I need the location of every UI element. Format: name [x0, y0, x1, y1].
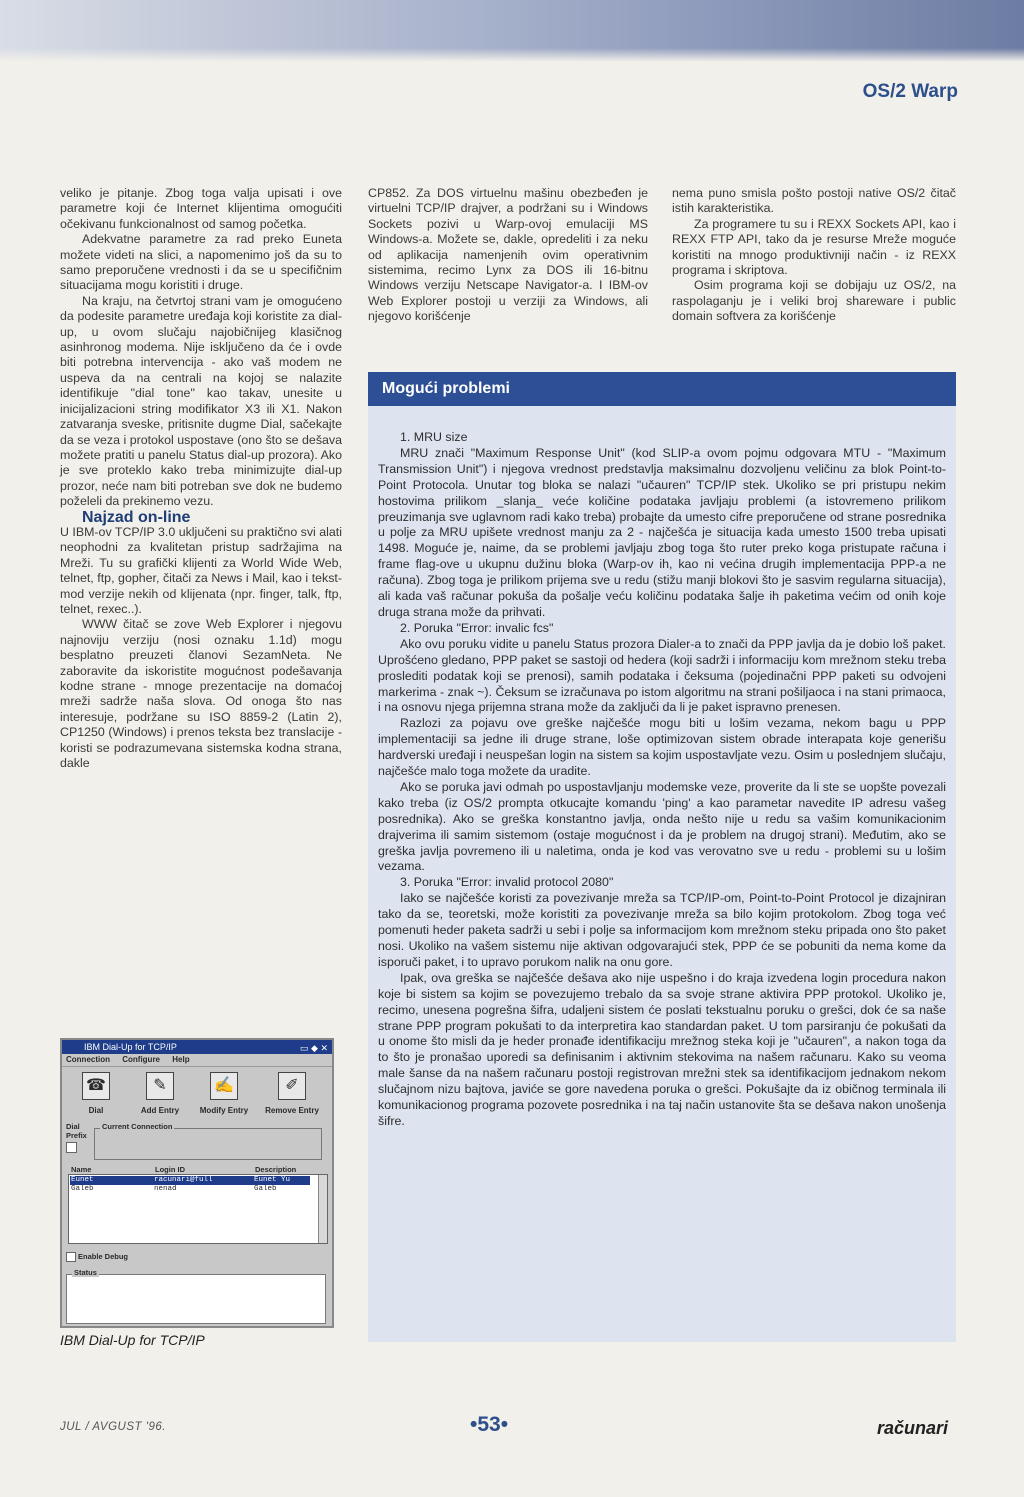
connection-list[interactable] — [68, 1165, 328, 1244]
list-item[interactable]: Eunet racunari@full Eunet Yu — [70, 1176, 310, 1185]
paragraph: veliko je pitanje. Zbog toga valja upisati i ove parametre koji će Internet klijentima omogućiti očekivanu funkcionalnost od samog početka. — [60, 186, 342, 231]
box-paragraph: Ipak, ova greška se najčešće dešava ako nije uspešno i do kraja izvedena login procedura nakon koje bi sistem sa kojim se povezujemo trebalo da sa svoje strane aktivira PPP protokol. Ukoliko je, recimo, unesena pogrešna šifra, udaljeni sistem će poslati tekstualnu poruku o grešci, dok će sa naše strane PPP program pokušati to da interpretira kao standardan paket. U tom parsiranju će pokušati da u onome što misli da je heder pronađe identifikaciju mrežnog steka koji je "učauren", a nakon toga da to što je pronašao uporedi sa definisanim i aktivnim stekovima na našem računaru. Kako su veoma male šanse da na našem računaru postoji registrovan mrežni stek sa identifikacijom jednakom nekom slučajnom nizu bajtova, javiće se gore navedena poruka o grešci. Pokušajte da iz običnog terminala ili komunikacionog programa pozovete posrednika i na taj način ustanovite šta se dešava nakon unošenja šifre. — [378, 970, 946, 1128]
status-panel — [66, 1274, 326, 1324]
paragraph: CP852. Za DOS virtuelnu mašinu obezbeđen je virtuelni TCP/IP drajver, a podržani su i Windows Sockets pozivi u Warp-ovoj emulaciji MS Windows-a. Možete se, dakle, opredeliti i za neku od aplikacija namenjenih ovim operativnim sistemima, recimo Lynx za DOS ili 16-bitnu Windows verziju Netscape Navigator-a. I IBM-ov Web Explorer postoji u verziji za Windows, ali njegovo korišćenje — [368, 186, 648, 324]
paragraph: Adekvatne parametre za rad preko Euneta možete videti na slici, a napomenimo još da su to samo preporučene vrednosti i da se u specifičnim situacijama mogu koristiti i druge. — [60, 232, 342, 293]
enable-debug-label: Enable Debug — [78, 1252, 129, 1261]
box-paragraph: Ako se poruka javi odmah po uspostavljanju modemske veze, proverite da li ste se uopšte povezali kako treba (iz OS/2 prompta otkucajte komandu 'ping' a kao parametar navedite IP adresu vašeg posrednika). Ako se greška konstantno javlja, onda nešto nije u redu sa vašim komunikacionim drajverima ili samim sistemom (ostaje mogućnost i da je problem na drugoj strani). Međutim, ako se greška javlja povremeno ili u naletima, onda je kod vas verovatno sve u redu - problemi su u lošim vezama. — [378, 779, 946, 874]
window-titlebar — [62, 1040, 332, 1054]
window-menubar — [62, 1054, 332, 1067]
paragraph: Osim programa koji se dobijaju uz OS/2, na raspolaganju je i veliki broj shareware i public domain softvera za korišćenje — [672, 278, 956, 324]
menu-configure[interactable]: Configure — [122, 1055, 161, 1064]
add-entry-button[interactable]: ✎ Add Entry — [130, 1070, 190, 1115]
current-connection-label: Current Connection — [102, 1122, 173, 1131]
window-controls-icon[interactable]: ▭ ◆ ✕ — [300, 1043, 328, 1053]
paragraph: U IBM-ov TCP/IP 3.0 uključeni su praktično svi alati neophodni za kvalitetan pristup sadržajima na Mreži. Tu su grafički klijenti za World Wide Web, telnet, ftp, gopher, čitači za News i Mail, kao i tekst-mod verzije nekih od klijenata (npr. finger, talk, ftp, telnet, rexec..). — [60, 524, 342, 616]
current-connection-group — [94, 1128, 322, 1160]
paragraph: WWW čitač se zove Web Explorer i njegovu najnoviju verziju (nosi oznaku 1.1d) mogu besplatno preuzeti članovi SezamNeta. Ne zaboravite da iskoristite mogućnost podešavanja kodne strane - mnoge prezentacije na domaćoj mreži sadrže naša slova. Od onoga što nas interesuje, podržane su ISO 8859-2 (Latin 2), CP1250 (Windows) i prenos teksta bez translacije - koristi se podrazumevana sistemska kodna strana, dakle — [60, 617, 342, 771]
modify-entry-button[interactable]: ✍ Modify Entry — [194, 1070, 254, 1115]
remove-entry-icon: ✐ — [278, 1072, 306, 1100]
column-3 — [672, 186, 956, 325]
column-2 — [368, 186, 648, 325]
menu-connection[interactable]: Connection — [66, 1055, 110, 1064]
col-description-header: Description — [255, 1165, 297, 1174]
window-title: IBM Dial-Up for TCP/IP — [84, 1042, 177, 1052]
column-1 — [60, 186, 342, 771]
menu-help[interactable]: Help — [172, 1055, 190, 1064]
top-decorative-band — [0, 0, 1024, 62]
status-label: Status — [74, 1268, 97, 1277]
dial-button[interactable]: ☎ Dial — [66, 1070, 126, 1115]
paragraph: Za programere tu su i REXX Sockets API, kao i REXX FTP API, tako da je resurse Mreže moguće koristiti na mnogo produktivniji način - iz REXX programa i skriptova. — [672, 216, 956, 278]
add-entry-icon: ✎ — [146, 1072, 174, 1100]
issue-date: JUL / AVGUST '96. — [60, 1421, 166, 1433]
magazine-logo: računari — [876, 1418, 948, 1438]
box-paragraph: Ako ovu poruku vidite u panelu Status prozora Dialer-a to znači da PPP javlja da je dobio loš paket. Uprošćeno gledano, PPP paket se sastoji od hedera (koji sadrži i informaciju kom mrežnom steku treba proslediti podatak koji se prenosi), samih podataka i čeksuma (pojedinačni PPP paketi su odvojeni markerima - znak ~). Čeksum se izračunava po istom algoritmu na strani pošiljaoca i na stani primaoca, i na osnovu njega prijemna strana može da zaključi da li je paket ispravno prenesen. — [378, 636, 946, 715]
col-login-header: Login ID — [155, 1165, 185, 1174]
box-title: Mogući problemi — [368, 372, 956, 406]
paragraph: Na kraju, na četvrtoj strani vam je omogućeno da podesite parametre uređaja koji koristite za dial-up, u ovom slučaju najobičnijeg klasičnog asinhronog modema. Nije isključeno da će i ovde biti potrebna intervencija - ako vaš modem ne uspeva da na centrali na kojoj se nalazite identifikuje "dial tone" kao takav, unesite u inicijalizacioni string modifikator X3 ili X1. Nakon zatvaranja sveske, pritisnite dugme Dial, sačekajte da se veza i protokol uspostave (ono što se dešava možete pratiti u panelu Status dial-up prozora). Ako je sve proteklo kako treba minimizujte dial-up prozor, neće nam biti potreban sve dok ne budemo poželeli da prekinemo vezu. — [60, 293, 342, 509]
modify-entry-icon: ✍ — [210, 1072, 238, 1100]
box-paragraph: 1. MRU size — [400, 430, 468, 444]
phone-icon: ☎ — [82, 1072, 110, 1100]
enable-debug-checkbox[interactable] — [66, 1252, 76, 1262]
remove-entry-button[interactable]: ✐ Remove Entry — [262, 1070, 322, 1115]
col-name-header: Name — [71, 1165, 92, 1174]
list-scrollbar[interactable] — [318, 1175, 327, 1243]
box-paragraph: 2. Poruka "Error: invalic fcs" — [400, 620, 554, 635]
paragraph: nema puno smisla pošto postoji native OS/2 čitač istih karakteristika. — [672, 186, 956, 216]
dial-prefix-label: Dial Prefix — [66, 1122, 87, 1140]
section-heading: Najzad on-line — [82, 508, 191, 526]
sidebar-box-problems — [368, 372, 956, 1342]
page-number: •53• — [470, 1413, 509, 1436]
list-item[interactable]: Galeb nenad Galeb — [71, 1185, 277, 1193]
box-body — [378, 430, 946, 1130]
box-paragraph: Razlozi za pojavu ove greške najčešće mogu biti u lošim vezama, nekom bagu u PPP implementaciji sa jedne ili druge strane, loše optimizovan sistem obrade interapata koje generišu hardverski uređaji i neuspešan login na sistem sa kojim uspostavljate vezu. Osim u poslednjem slučaju, najčešće malo toga možete da uradite. — [378, 716, 946, 779]
box-paragraph: MRU znači "Maximum Response Unit" (kod SLIP-a ovom pojmu odgovara MTU - "Maximum Transmission Unit") i njegova vrednost predstavlja maksimalnu dozvoljenu veličinu za blok Point-to-Point Protocola. Unutar tog bloka se nalazi "učauren" TCP/IP stek. Ukoliko se pri pristupu nekim hostovima prilikom _slanja_ veće količine podataka javljaju problemi (a istovremeno prilikom preuzimanja sve uglavnom radi kako treba) probajte da umesto cifre preporučene od strane posrednika u polje za MRU upišete vrednost manju za 2 - najčešća je situacija kada umesto 1500 treba upisati 1498. Moguće je, naime, da se problemi javljaju zbog toga što ruter preko koga pristupate računa i frame flag-ove u ukupnu dužinu bloka (Warp-ov ih, kao ni većina drugih implementacija PPP-a ne računa). Zbog toga je prilikom prijema sve u redu (stižu manji blokovi što je sasvim regularna situacija), ali kada vaš računar pokuša da pošalje veću količinu podataka šalje ih paketima većim od onih koje druga strana može da prihvati. — [378, 445, 946, 619]
figure-caption: IBM Dial-Up for TCP/IP — [60, 1332, 205, 1348]
box-paragraph: Iako se najčešće koristi za povezivanje mreža sa TCP/IP-om, Point-to-Point Protocol je dizajniran tako da se, teoretski, može koristiti za povezivanje mreža sa bilo kojim protokolom. Zbog toga već pomenuti heder paketa sadrži u sebi i polje sa informacijom kom mrežnom steku pripada ono što paket nosi. Ukoliko na vašem sistemu nije aktivan odgovarajući stek, PPP će se pobuniti da nema kome da isporuči paket, i to upravo porukom nalik na onu gore. — [378, 891, 946, 969]
box-paragraph: 3. Poruka "Error: invalid protocol 2080" — [400, 875, 614, 890]
dialup-window-screenshot — [60, 1038, 334, 1328]
dial-prefix-checkbox[interactable] — [66, 1142, 77, 1153]
window-toolbar — [62, 1070, 332, 1130]
running-header: OS/2 Warp — [862, 81, 958, 102]
